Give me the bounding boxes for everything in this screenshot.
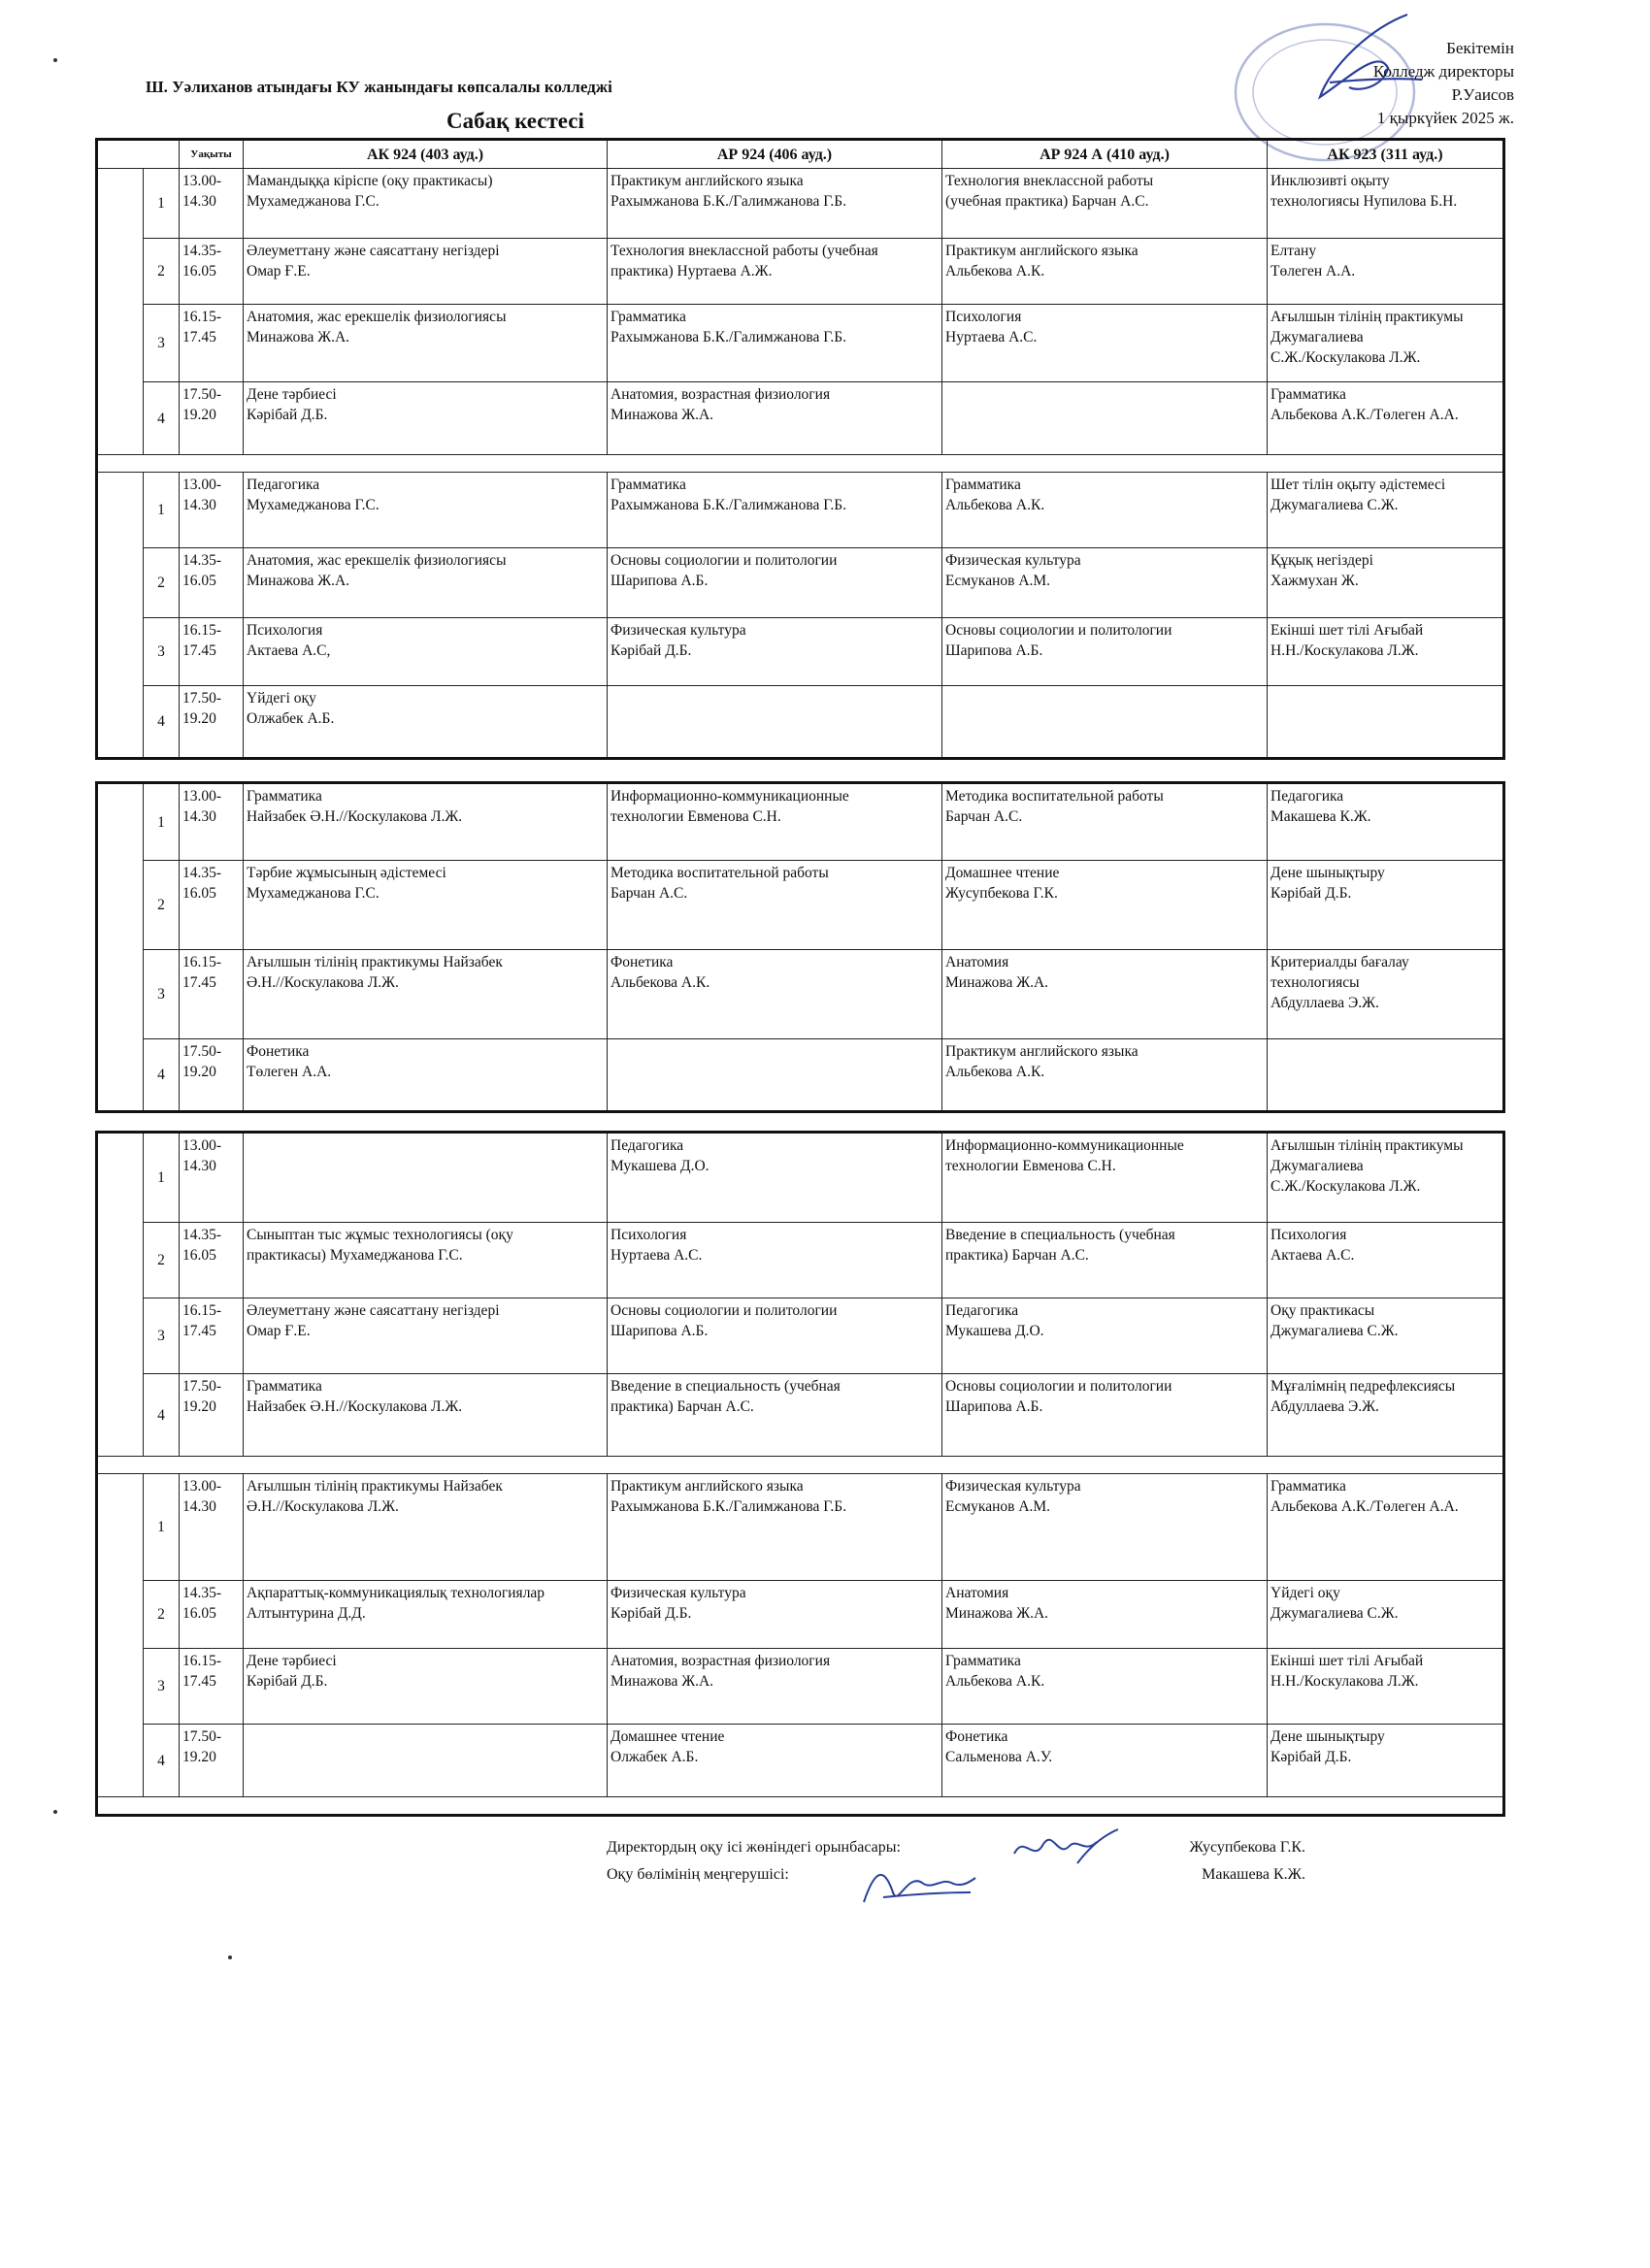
lesson-time: 14.35- 16.05 (180, 239, 244, 305)
spacer-row (97, 1457, 1504, 1474)
lesson-time: 13.00- 14.30 (180, 783, 244, 861)
lesson-cell-group-2: Анатомия, возрастная физиология Минажова Ж.А. (608, 382, 942, 455)
lesson-cell-group-4: Шет тілін оқыту әдістемесі Джумагалиева С.Ж. (1268, 473, 1504, 548)
lesson-row (97, 1581, 1504, 1649)
lesson-cell-group-4: Педагогика Макашева К.Ж. (1268, 783, 1504, 861)
lesson-cell-group-3: Анатомия Минажова Ж.А. (942, 950, 1268, 1039)
approval-block (1223, 37, 1514, 130)
lesson-time: 14.35- 16.05 (180, 1581, 244, 1649)
lesson-cell-group-1: Тәрбие жұмысының әдістемесі Мухамеджанова Г.С. (244, 861, 608, 950)
lesson-cell-group-3: Технология внеклассной работы (учебная практика) Барчан А.С. (942, 169, 1268, 239)
lesson-cell-group-1: Грамматика Найзабек Ә.Н.//Коскулакова Л.Ж. (244, 783, 608, 861)
lesson-cell-group-3: Физическая культура Есмуканов А.М. (942, 1474, 1268, 1581)
lesson-cell-group-1: Мамандыққа кіріспе (оқу практикасы) Мухамеджанова Г.С. (244, 169, 608, 239)
lesson-cell-group-3: Практикум английского языка Альбекова А.К. (942, 1039, 1268, 1112)
lesson-cell-group-1 (244, 1133, 608, 1223)
lesson-cell-group-2: Грамматика Рахымжанова Б.К./Галимжанова Г.Б. (608, 305, 942, 382)
lesson-cell-group-2: Информационно-коммуникационные технологии Евменова С.Н. (608, 783, 942, 861)
lesson-row (97, 239, 1504, 305)
lesson-number: 2 (144, 239, 180, 305)
lesson-time: 17.50- 19.20 (180, 1725, 244, 1797)
lesson-cell-group-4: Психология Актаева А.С. (1268, 1223, 1504, 1298)
lesson-row (97, 1374, 1504, 1457)
approval-line-1: Бекітемін (1446, 39, 1514, 57)
page-title: Сабақ кестесі (446, 109, 584, 133)
lesson-cell-group-2: Основы социологии и политологии Шарипова А.Б. (608, 548, 942, 618)
schedule-table-thu-fri (95, 1131, 1505, 1817)
scan-speck (228, 1956, 232, 1959)
college-name: Ш. Уәлиханов атындағы КУ жанындағы көпсалалы колледжі (146, 78, 612, 96)
lesson-row (97, 473, 1504, 548)
lesson-cell-group-2: Практикум английского языка Рахымжанова Б.К./Галимжанова Г.Б. (608, 1474, 942, 1581)
lesson-cell-group-4: Ағылшын тілінің практикумы Джумагалиева С.Ж./Коскулакова Л.Ж. (1268, 1133, 1504, 1223)
lesson-cell-group-3: Введение в специальность (учебная практика) Барчан А.С. (942, 1223, 1268, 1298)
lesson-time: 13.00- 14.30 (180, 169, 244, 239)
lesson-cell-group-3: Физическая культура Есмуканов А.М. (942, 548, 1268, 618)
footer-signatures (607, 1834, 1305, 1889)
lesson-cell-group-1: Ақпараттық-коммуникациялық технологиялар Алтынтурина Д.Д. (244, 1581, 608, 1649)
lesson-cell-group-4: Ағылшын тілінің практикумы Джумагалиева С.Ж./Коскулакова Л.Ж. (1268, 305, 1504, 382)
lesson-row (97, 618, 1504, 686)
lesson-number: 4 (144, 382, 180, 455)
lesson-number: 3 (144, 950, 180, 1039)
lesson-cell-group-1: Ағылшын тілінің практикумы Найзабек Ә.Н.//Коскулакова Л.Ж. (244, 1474, 608, 1581)
deputy-label: Директордың оқу ісі жөніндегі орынбасары: (607, 1839, 901, 1856)
lesson-cell-group-4: Елтану Төлеген А.А. (1268, 239, 1504, 305)
lesson-cell-group-2: Физическая культура Кәрібай Д.Б. (608, 618, 942, 686)
day-label (97, 169, 144, 455)
lesson-cell-group-2: Анатомия, возрастная физиология Минажова Ж.А. (608, 1649, 942, 1725)
lesson-row (97, 1223, 1504, 1298)
lesson-cell-group-1: Фонетика Төлеген А.А. (244, 1039, 608, 1112)
lesson-cell-group-1 (244, 1725, 608, 1797)
lesson-row (97, 305, 1504, 382)
lesson-number: 1 (144, 473, 180, 548)
scan-speck (53, 58, 57, 62)
lesson-cell-group-2: Введение в специальность (учебная практика) Барчан А.С. (608, 1374, 942, 1457)
lesson-row (97, 382, 1504, 455)
lesson-time: 16.15- 17.45 (180, 618, 244, 686)
header-group-2: АР 924 (406 ауд.) (608, 140, 942, 169)
lesson-cell-group-1: Дене тәрбиесі Кәрібай Д.Б. (244, 1649, 608, 1725)
day-thursday (97, 1133, 1504, 1457)
lesson-cell-group-4: Үйдегі оқу Джумагалиева С.Ж. (1268, 1581, 1504, 1649)
approval-line-2: Колледж директоры (1372, 62, 1514, 81)
header-row (97, 140, 1504, 169)
lesson-row (97, 548, 1504, 618)
lesson-cell-group-3: Психология Нуртаева А.С. (942, 305, 1268, 382)
lesson-time: 14.35- 16.05 (180, 861, 244, 950)
lesson-cell-group-2: Грамматика Рахымжанова Б.К./Галимжанова Г.Б. (608, 473, 942, 548)
lesson-cell-group-4: Грамматика Альбекова А.К./Төлеген А.А. (1268, 1474, 1504, 1581)
lesson-cell-group-4: Екінші шет тілі Ағыбай Н.Н./Коскулакова Л.Ж. (1268, 1649, 1504, 1725)
lesson-cell-group-3: Основы социологии и политологии Шарипова А.Б. (942, 618, 1268, 686)
lesson-row (97, 950, 1504, 1039)
lesson-cell-group-1: Педагогика Мухамеджанова Г.С. (244, 473, 608, 548)
lesson-cell-group-1: Грамматика Найзабек Ә.Н.//Коскулакова Л.Ж. (244, 1374, 608, 1457)
lesson-cell-group-3: Фонетика Сальменова А.У. (942, 1725, 1268, 1797)
lesson-cell-group-1: Психология Актаева А.С, (244, 618, 608, 686)
lesson-cell-group-1: Әлеуметтану және саясаттану негіздері Омар Ғ.Е. (244, 1298, 608, 1374)
lesson-number: 3 (144, 1298, 180, 1374)
day-friday (97, 1474, 1504, 1797)
lesson-number: 2 (144, 1581, 180, 1649)
lesson-row (97, 1725, 1504, 1797)
lesson-time: 13.00- 14.30 (180, 1474, 244, 1581)
lesson-number: 4 (144, 1725, 180, 1797)
lesson-number: 2 (144, 548, 180, 618)
spacer-cell (97, 455, 1504, 473)
day-label (97, 783, 144, 1112)
lesson-cell-group-1: Дене тәрбиесі Кәрібай Д.Б. (244, 382, 608, 455)
lesson-cell-group-3: Педагогика Мукашева Д.О. (942, 1298, 1268, 1374)
lesson-number: 1 (144, 783, 180, 861)
lesson-cell-group-3: Домашнее чтение Жусупбекова Г.К. (942, 861, 1268, 950)
lesson-row (97, 686, 1504, 759)
lesson-cell-group-3: Грамматика Альбекова А.К. (942, 473, 1268, 548)
schedule-table-mon-tue (95, 138, 1505, 760)
spacer-cell (97, 1457, 1504, 1474)
lesson-number: 1 (144, 1474, 180, 1581)
lesson-number: 4 (144, 686, 180, 759)
lesson-time: 16.15- 17.45 (180, 950, 244, 1039)
header-time: Уақыты (180, 140, 244, 169)
lesson-cell-group-1: Анатомия, жас ерекшелік физиологиясы Минажова Ж.А. (244, 305, 608, 382)
lesson-cell-group-3: Информационно-коммуникационные технологии Евменова С.Н. (942, 1133, 1268, 1223)
day-monday (97, 169, 1504, 455)
head-row (607, 1861, 1305, 1889)
lesson-cell-group-4 (1268, 1039, 1504, 1112)
lesson-cell-group-2: Методика воспитательной работы Барчан А.С. (608, 861, 942, 950)
lesson-cell-group-4: Грамматика Альбекова А.К./Төлеген А.А. (1268, 382, 1504, 455)
lesson-cell-group-1: Ағылшын тілінің практикумы Найзабек Ә.Н.//Коскулакова Л.Ж. (244, 950, 608, 1039)
lesson-number: 1 (144, 1133, 180, 1223)
lesson-number: 1 (144, 169, 180, 239)
lesson-number: 2 (144, 1223, 180, 1298)
scan-speck (53, 1810, 57, 1814)
lesson-cell-group-4: Оқу практикасы Джумагалиева С.Ж. (1268, 1298, 1504, 1374)
lesson-time: 17.50- 19.20 (180, 382, 244, 455)
lesson-time: 14.35- 16.05 (180, 1223, 244, 1298)
lesson-cell-group-2: Фонетика Альбекова А.К. (608, 950, 942, 1039)
lesson-cell-group-4: Дене шынықтыру Кәрібай Д.Б. (1268, 861, 1504, 950)
lesson-cell-group-2: Физическая культура Кәрібай Д.Б. (608, 1581, 942, 1649)
lesson-time: 14.35- 16.05 (180, 548, 244, 618)
day-label (97, 473, 144, 759)
lesson-time: 17.50- 19.20 (180, 686, 244, 759)
head-name: Макашева К.Ж. (1202, 1866, 1305, 1883)
lesson-cell-group-3: Анатомия Минажова Ж.А. (942, 1581, 1268, 1649)
lesson-row (97, 169, 1504, 239)
lesson-row (97, 783, 1504, 861)
lesson-row (97, 1298, 1504, 1374)
lesson-cell-group-1: Әлеуметтану және саясаттану негіздері Омар Ғ.Е. (244, 239, 608, 305)
deputy-row (607, 1834, 1305, 1861)
day-tuesday (97, 473, 1504, 759)
lesson-row (97, 1039, 1504, 1112)
lesson-time: 13.00- 14.30 (180, 1133, 244, 1223)
lesson-cell-group-2: Домашнее чтение Олжабек А.Б. (608, 1725, 942, 1797)
lesson-row (97, 861, 1504, 950)
lesson-number: 3 (144, 618, 180, 686)
lesson-cell-group-2: Психология Нуртаева А.С. (608, 1223, 942, 1298)
lesson-cell-group-1: Сыныптан тыс жұмыс технологиясы (оқу практикасы) Мухамеджанова Г.С. (244, 1223, 608, 1298)
lesson-number: 4 (144, 1039, 180, 1112)
lesson-cell-group-2: Практикум английского языка Рахымжанова Б.К./Галимжанова Г.Б. (608, 169, 942, 239)
lesson-row (97, 1474, 1504, 1581)
lesson-time: 17.50- 19.20 (180, 1039, 244, 1112)
lesson-cell-group-2: Основы социологии и политологии Шарипова А.Б. (608, 1298, 942, 1374)
lesson-time: 17.50- 19.20 (180, 1374, 244, 1457)
spacer-row (97, 1797, 1504, 1816)
day-wednesday (97, 783, 1504, 1112)
head-label: Оқу бөлімінің меңгерушісі: (607, 1866, 789, 1883)
lesson-number: 3 (144, 305, 180, 382)
approval-date: 1 қыркүйек 2025 ж. (1376, 109, 1514, 127)
header-group-1: АК 924 (403 ауд.) (244, 140, 608, 169)
lesson-cell-group-2: Педагогика Мукашева Д.О. (608, 1133, 942, 1223)
lesson-number: 4 (144, 1374, 180, 1457)
lesson-cell-group-3 (942, 382, 1268, 455)
lesson-time: 13.00- 14.30 (180, 473, 244, 548)
lesson-cell-group-4: Инклюзивті оқыту технологиясы Нупилова Б.Н. (1268, 169, 1504, 239)
lesson-cell-group-4: Критериалды бағалау технологиясы Абдуллаева Э.Ж. (1268, 950, 1504, 1039)
lesson-cell-group-3: Методика воспитательной работы Барчан А.С. (942, 783, 1268, 861)
lesson-time: 16.15- 17.45 (180, 305, 244, 382)
lesson-row (97, 1649, 1504, 1725)
lesson-cell-group-2 (608, 686, 942, 759)
lesson-time: 16.15- 17.45 (180, 1649, 244, 1725)
lesson-cell-group-3 (942, 686, 1268, 759)
header-group-4: АК 923 (311 ауд.) (1268, 140, 1504, 169)
spacer-cell (97, 1797, 1504, 1816)
lesson-cell-group-1: Анатомия, жас ерекшелік физиологиясы Минажова Ж.А. (244, 548, 608, 618)
lesson-cell-group-3: Грамматика Альбекова А.К. (942, 1649, 1268, 1725)
lesson-cell-group-4: Құқық негіздері Хажмухан Ж. (1268, 548, 1504, 618)
lesson-row (97, 1133, 1504, 1223)
lesson-cell-group-3: Практикум английского языка Альбекова А.К. (942, 239, 1268, 305)
spacer-row (97, 455, 1504, 473)
lesson-cell-group-2: Технология внеклассной работы (учебная практика) Нуртаева А.Ж. (608, 239, 942, 305)
deputy-name: Жусупбекова Г.К. (1189, 1839, 1305, 1856)
lesson-number: 3 (144, 1649, 180, 1725)
approval-director: Р.Уаисов (1451, 85, 1514, 104)
lesson-cell-group-4: Дене шынықтыру Кәрібай Д.Б. (1268, 1725, 1504, 1797)
lesson-cell-group-3: Основы социологии и политологии Шарипова А.Б. (942, 1374, 1268, 1457)
header-group-3: АР 924 А (410 ауд.) (942, 140, 1268, 169)
day-label (97, 1474, 144, 1797)
lesson-cell-group-4: Екінші шет тілі Ағыбай Н.Н./Коскулакова Л.Ж. (1268, 618, 1504, 686)
lesson-number: 2 (144, 861, 180, 950)
lesson-cell-group-4: Мұғалімнің педрефлексиясы Абдуллаева Э.Ж. (1268, 1374, 1504, 1457)
lesson-cell-group-1: Үйдегі оқу Олжабек А.Б. (244, 686, 608, 759)
lesson-cell-group-2 (608, 1039, 942, 1112)
lesson-time: 16.15- 17.45 (180, 1298, 244, 1374)
header-empty (97, 140, 180, 169)
schedule-table-wed (95, 781, 1505, 1113)
lesson-cell-group-4 (1268, 686, 1504, 759)
day-label (97, 1133, 144, 1457)
